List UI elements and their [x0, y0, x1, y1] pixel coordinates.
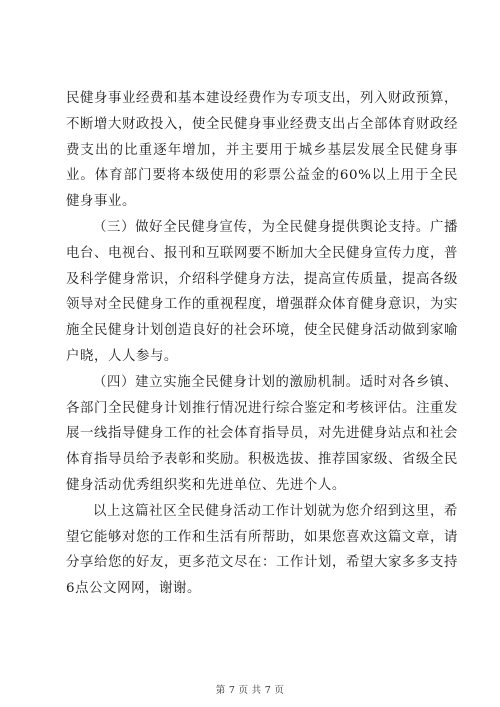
paragraph-incentive: （四）建立实施全民健身计划的激励机制。适时对各乡镇、各部门全民健身计划推行情况进行综合鉴定和考核评估。注重发展一线指导健身工作的社会体育指导员，对先进健身站点和社会体育指导员给予表彰和奖励。积极选拔、推荐国家级、省级全民健身活动优秀组织奖和先进单位、先进个人。 — [66, 374, 458, 493]
document-body — [66, 86, 458, 602]
paragraph-funding: 民健身事业经费和基本建设经费作为专项支出，列入财政预算，不断增大财政投入，使全民健身事业经费支出占全部体育财政经费支出的比重逐年增加，并主要用于城乡基层发展全民健身事业。体育部门要将本级使用的彩票公益金的60%以上用于全民健身事业。 — [66, 91, 458, 210]
paragraph-closing: 以上这篇社区全民健身活动工作计划就为您介绍到这里，希望它能够对您的工作和生活有所帮助，如果您喜欢这篇文章，请分享给您的好友，更多范文尽在：工作计划，希望大家多多支持6点公文网网，谢谢。 — [66, 503, 458, 597]
paragraph-publicity: （三）做好全民健身宣传，为全民健身提供舆论支持。广播电台、电视台、报刊和互联网要不断加大全民健身宣传力度，普及科学健身常识，介绍科学健身方法，提高宣传质量，提高各级领导对全民健身工作的重视程度，增强群众体育健身意识，为实施全民健身计划创造良好的社会环境，使全民健身活动做到家喻户晓，人人参与。 — [66, 219, 458, 364]
page-number-footer: 第 7 页 共 7 页 — [215, 685, 285, 696]
